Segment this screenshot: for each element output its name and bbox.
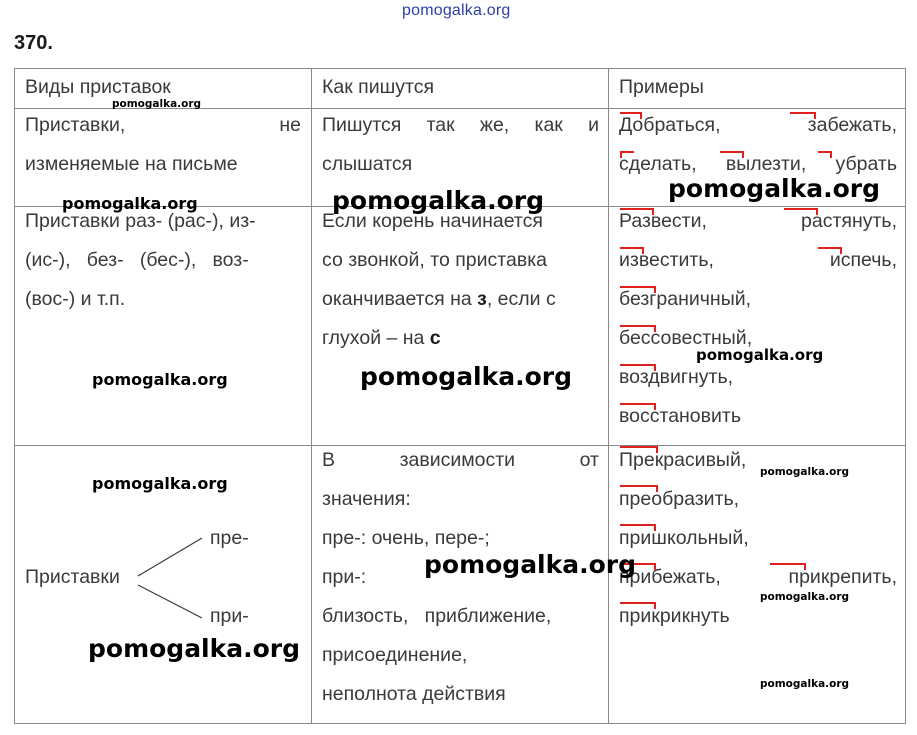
example-word: пришкольный, xyxy=(619,527,749,549)
prefix-mark xyxy=(620,112,642,119)
example-word: бессовестный, xyxy=(619,327,753,349)
row3-rule-line: значения: xyxy=(322,488,411,510)
prefix-mark xyxy=(620,286,656,293)
example-word: растянуть, xyxy=(801,210,897,232)
site-link[interactable]: pomogalka.org xyxy=(402,2,511,19)
row2-kind-line: (ис-), без- (бес-), воз- xyxy=(25,249,249,271)
prefix-mark xyxy=(620,524,656,531)
watermark: pomogalka.org xyxy=(696,346,824,364)
watermark: pomogalka.org xyxy=(88,634,301,663)
row1-kind-line: изменяемые на письме xyxy=(25,153,238,175)
row1-rule-line: слышатся xyxy=(322,153,413,175)
prefix-mark xyxy=(620,208,654,215)
row3-rule-line: пре-: очень, пере-; xyxy=(322,527,490,549)
row3-rule-word: зависимости xyxy=(399,449,516,471)
prefix-mark xyxy=(620,325,656,332)
example-word: прикрепить, xyxy=(788,566,897,588)
example-word: прибежать, xyxy=(619,566,721,588)
prefix-mark xyxy=(770,563,806,570)
example-word: испечь, xyxy=(829,249,897,271)
row1-rule-word: как xyxy=(534,114,563,136)
watermark: pomogalka.org xyxy=(62,194,198,213)
branch-line-bottom xyxy=(138,585,202,618)
prefix-mark xyxy=(620,247,644,254)
prefix-mark xyxy=(620,364,656,371)
row2-kind-line: (вос-) и т.п. xyxy=(25,288,126,310)
row3-rule-line: неполнота действия xyxy=(322,683,506,705)
row3-branch-bottom: при- xyxy=(210,605,249,627)
example-word: забежать, xyxy=(807,114,897,136)
watermark: pomogalka.org xyxy=(360,362,573,391)
row1-rule-word: и xyxy=(588,114,599,136)
row2-rule-text: оканчивается на xyxy=(322,288,478,310)
row3-examples xyxy=(619,441,897,636)
watermark: pomogalka.org xyxy=(668,174,881,203)
branch-line-top xyxy=(138,538,202,576)
watermark: pomogalka.org xyxy=(760,678,850,690)
row3-branch-top: пре- xyxy=(210,527,249,549)
prefix-mark xyxy=(818,151,832,158)
example-word: вылезти, xyxy=(725,153,807,175)
example-word: известить, xyxy=(619,249,714,271)
prefix-mark xyxy=(720,151,744,158)
watermark: pomogalka.org xyxy=(424,550,637,579)
watermark: pomogalka.org xyxy=(760,591,850,603)
watermark: pomogalka.org xyxy=(332,186,545,215)
row1-rule-word: же, xyxy=(479,114,510,136)
prefix-mark xyxy=(790,112,816,119)
row1-rule-word: Пишутся xyxy=(322,114,402,136)
watermark: pomogalka.org xyxy=(112,98,202,110)
row3-rule-word: от xyxy=(579,449,599,471)
row3-rule-line: близость, приближение, xyxy=(322,605,552,627)
row1-kind-word: не xyxy=(279,114,301,136)
prefix-mark xyxy=(784,208,818,215)
row2-rule-text: глухой – на xyxy=(322,327,430,349)
row3-rule-line: присоединение, xyxy=(322,644,468,666)
row3-rule-line: при-: xyxy=(322,566,367,588)
row2-rule-text: , если с xyxy=(486,288,556,310)
example-word: сделать, xyxy=(619,153,697,175)
prefix-mark xyxy=(818,247,842,254)
example-word: Добраться, xyxy=(619,114,721,136)
watermark: pomogalka.org xyxy=(760,466,850,478)
example-word: безграничный, xyxy=(619,288,752,310)
prefix-mark xyxy=(620,602,656,609)
row2-rule-line: Если корень начинается xyxy=(322,210,543,232)
prefix-mark xyxy=(620,485,658,492)
row1-rule-word: так xyxy=(426,114,455,136)
header-spelling: Как пишутся xyxy=(322,76,435,98)
example-word: убрать xyxy=(835,153,897,175)
example-word: воздвигнуть, xyxy=(619,366,734,388)
rules-table xyxy=(14,68,906,724)
header-kinds: Виды приставок xyxy=(25,76,171,98)
watermark: pomogalka.org xyxy=(92,474,228,493)
row2-rule-letter-z: з xyxy=(477,288,487,310)
watermark: pomogalka.org xyxy=(92,370,228,389)
row2-rule-line: со звонкой, то приставка xyxy=(322,249,547,271)
row2-kind-line: Приставки раз- (рас-), из- xyxy=(25,210,256,232)
prefix-mark xyxy=(620,403,656,410)
example-word: прикрикнуть xyxy=(619,605,730,627)
example-word: Развести, xyxy=(619,210,707,232)
example-word: Прекрасивый, xyxy=(619,449,747,471)
example-word: восстановить xyxy=(619,405,741,427)
task-number: 370. xyxy=(14,32,53,54)
row3-rule-word: В xyxy=(322,449,336,471)
row2-rule-letter-s: с xyxy=(429,327,441,349)
example-word: преобразить, xyxy=(619,488,740,510)
prefix-mark xyxy=(620,446,658,453)
row3-kind-label: Приставки xyxy=(25,566,120,588)
header-examples: Примеры xyxy=(619,76,704,98)
prefix-mark xyxy=(620,151,634,158)
row1-kind-word: Приставки, xyxy=(25,114,126,136)
